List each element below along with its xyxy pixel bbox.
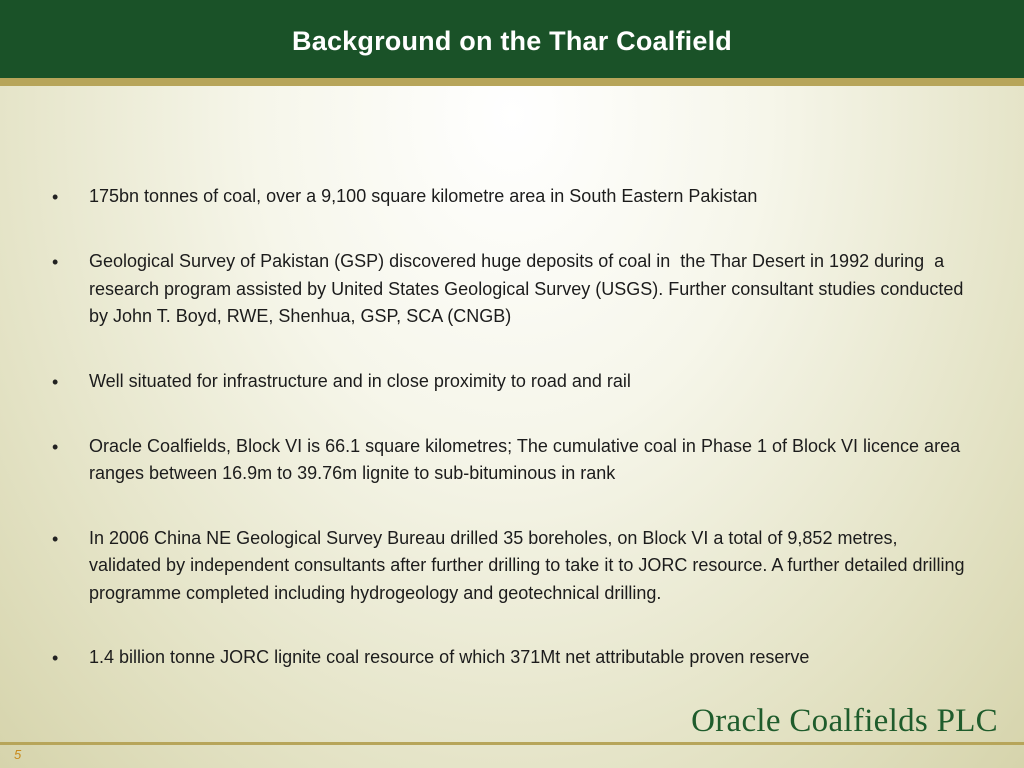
bullet-text: 1.4 billion tonne JORC lignite coal resource of which 371Mt net attributable proven reserve bbox=[89, 647, 810, 667]
bullet-text: In 2006 China NE Geological Survey Bureau drilled 35 boreholes, on Block VI a total of 9,852 metres, validated by independent consultants after further drilling to take it to JORC resource. A further detailed drilling programme completed including hydrogeology and geotechnical drilling. bbox=[89, 527, 970, 603]
bullet-list bbox=[50, 183, 970, 709]
bullet-icon: • bbox=[52, 648, 59, 668]
bullet-icon: • bbox=[52, 187, 59, 207]
bullet-icon: • bbox=[52, 436, 59, 457]
bullet-item bbox=[50, 525, 970, 608]
bullet-text: Well situated for infrastructure and in close proximity to road and rail bbox=[89, 370, 631, 391]
title-bar bbox=[0, 0, 1024, 78]
footer-divider bbox=[0, 742, 1024, 745]
bullet-item bbox=[50, 644, 970, 672]
bullet-item bbox=[50, 248, 970, 331]
bullet-text: Geological Survey of Pakistan (GSP) discovered huge deposits of coal in the Thar Desert in 1992 during a research program assisted by United States Geological Survey (USGS). Further consultant studies conducted by John T. Boyd, RWE, Shenhua, GSP, SCA (CNGB) bbox=[89, 251, 969, 326]
bullet-icon: • bbox=[52, 371, 59, 392]
bullet-icon: • bbox=[52, 528, 59, 549]
company-logo: Oracle Coalfields PLC bbox=[691, 703, 998, 739]
bullet-item bbox=[50, 183, 970, 211]
bullet-text: 175bn tonnes of coal, over a 9,100 square kilometre area in South Eastern Pakistan bbox=[89, 186, 758, 206]
slide-title: Background on the Thar Coalfield bbox=[292, 25, 732, 56]
bullet-icon: • bbox=[52, 252, 59, 272]
bullet-text: Oracle Coalfields, Block VI is 66.1 square kilometres; The cumulative coal in Phase 1 of Block VI licence area ranges between 16.9m to 39.76m lignite to sub-bituminous in rank bbox=[89, 435, 966, 483]
title-underline bbox=[0, 78, 1024, 86]
bullet-item bbox=[50, 368, 970, 396]
page-number: 5 bbox=[14, 747, 22, 762]
bullet-item bbox=[50, 433, 970, 488]
